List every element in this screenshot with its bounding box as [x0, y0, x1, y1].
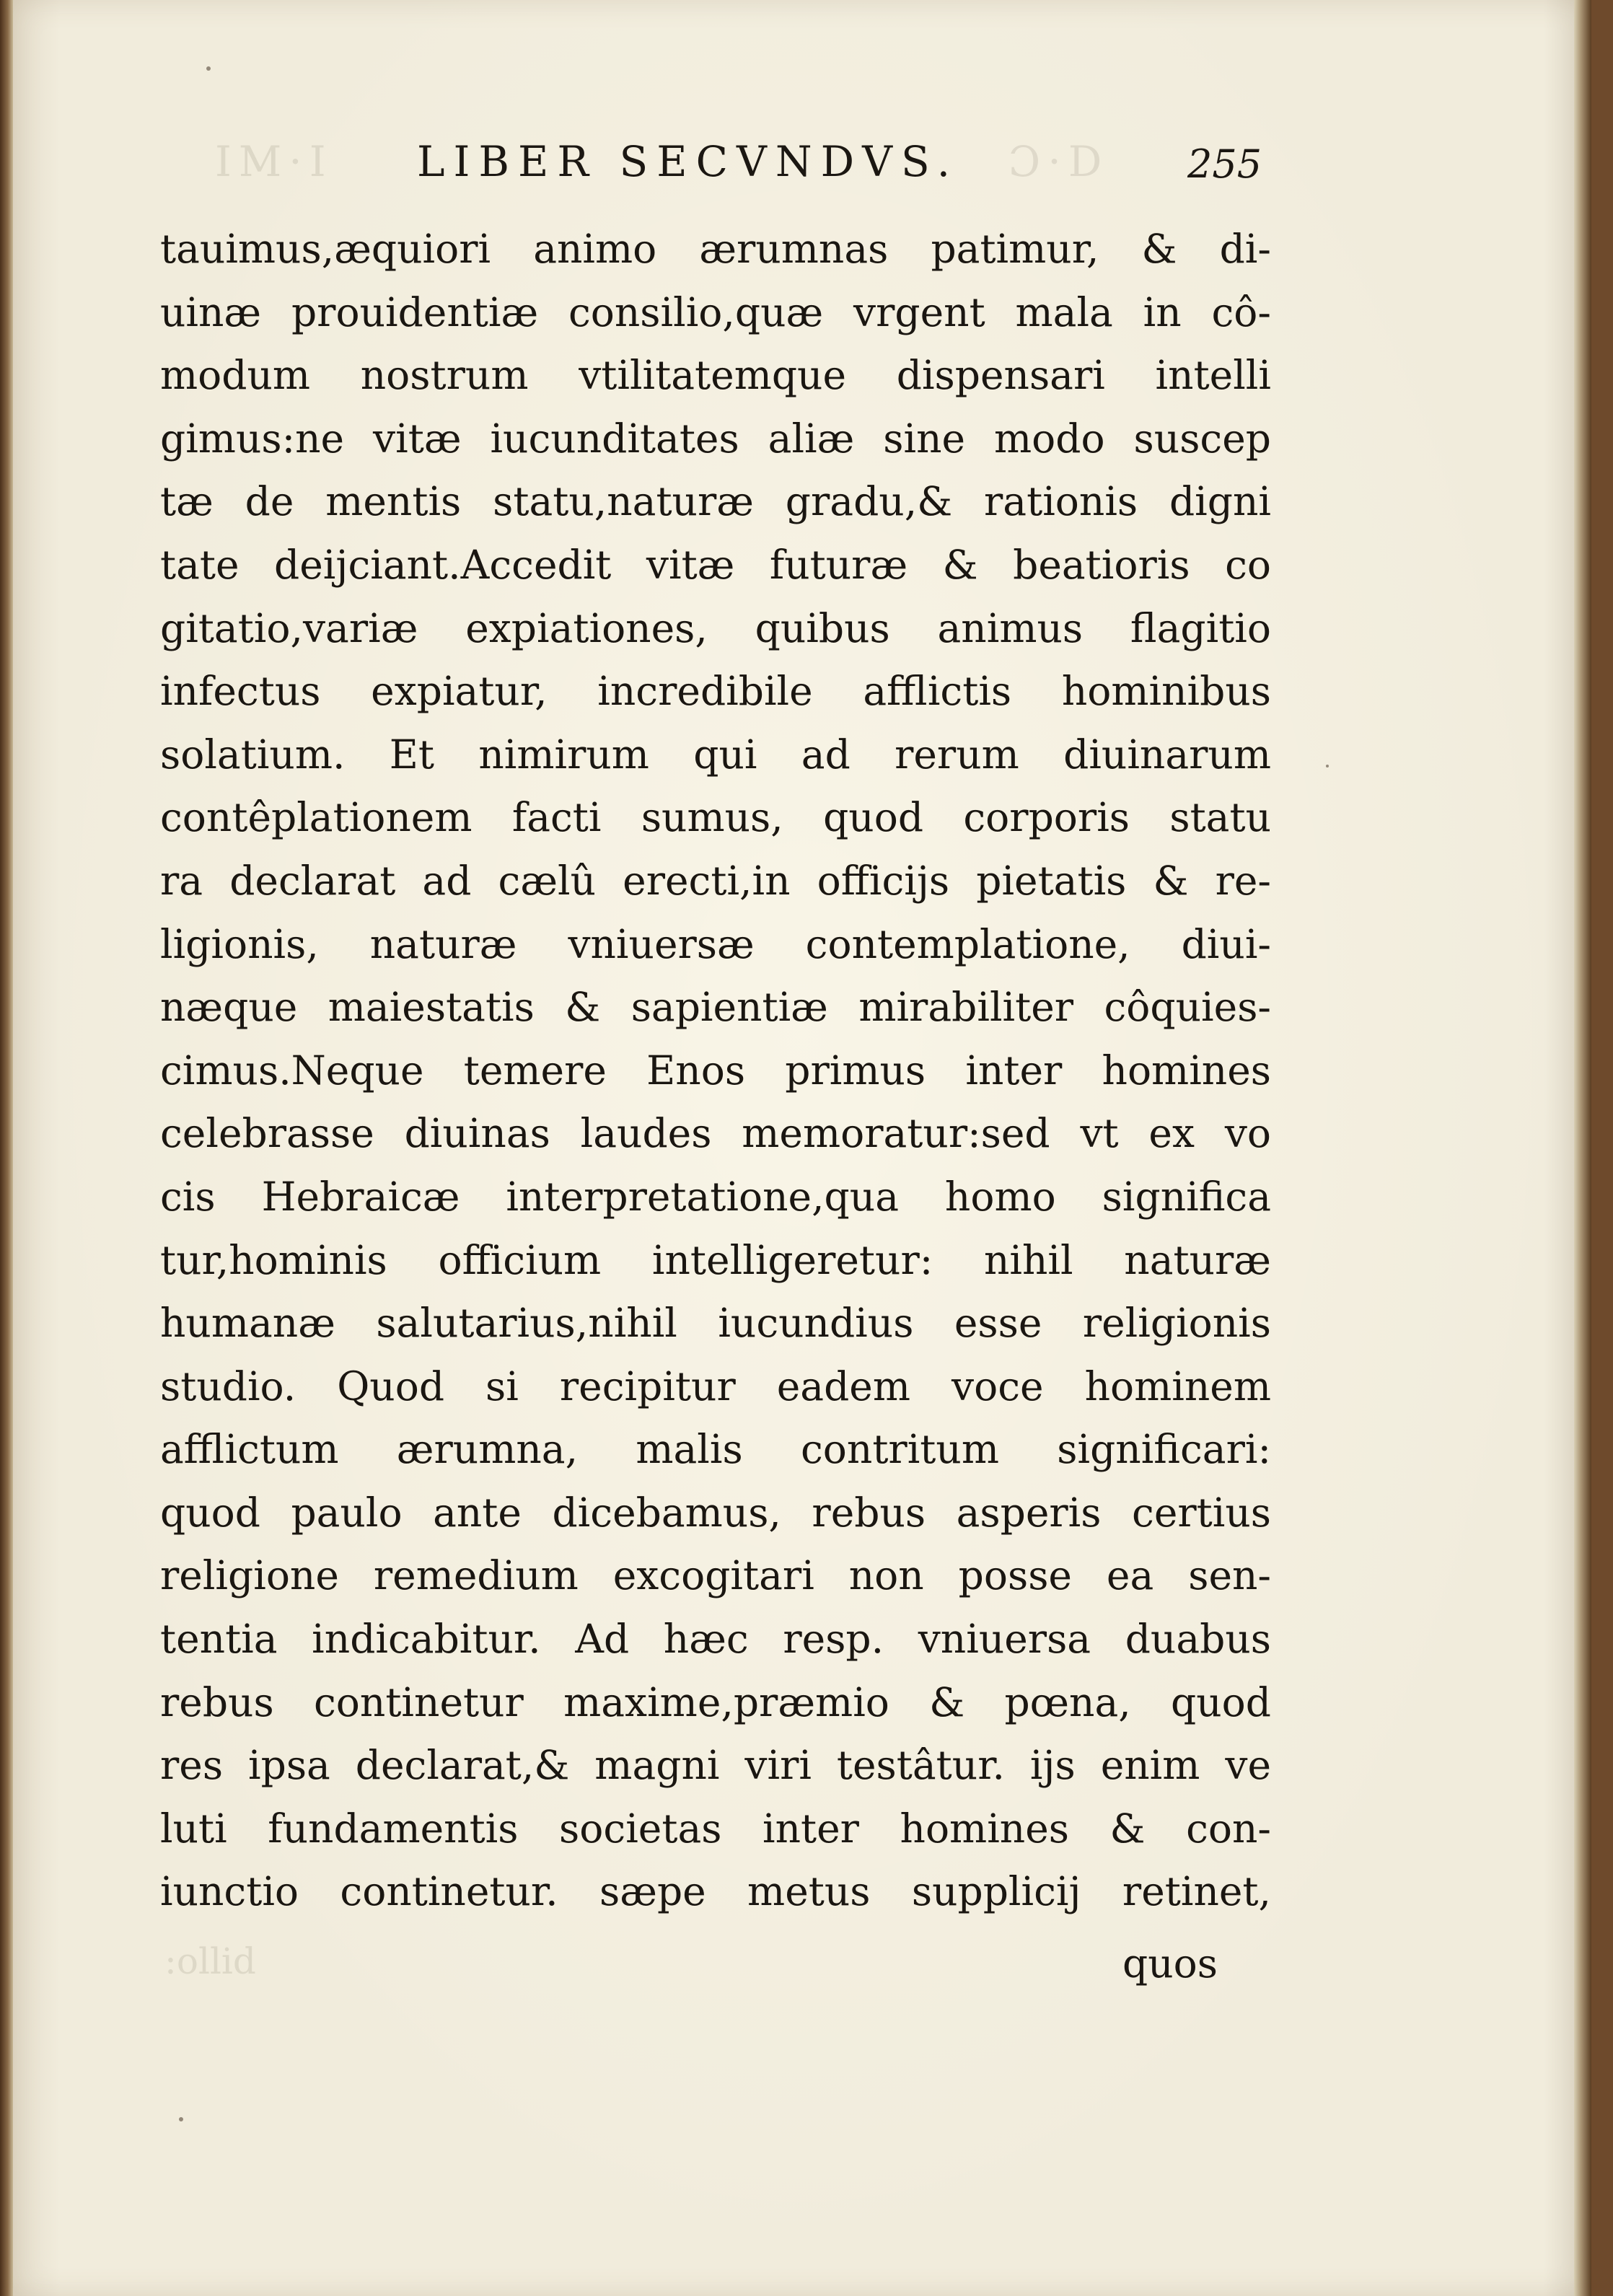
text-line: studio. Quod si recipitur eadem voce hominem [160, 1363, 1271, 1409]
text-line: gitatio,variæ expiationes, quibus animus flagitio [160, 604, 1271, 651]
text-line: solatium. Et nimirum qui ad rerum diuinarum [160, 731, 1271, 778]
running-head: LIBER SECVNDVS. [417, 137, 959, 186]
page-number: 255 [1187, 141, 1262, 187]
text-line: humanæ salutarius,nihil iucundius esse religionis [160, 1300, 1271, 1347]
show-through-text: IM·I [215, 137, 333, 186]
show-through-text: :ollid [164, 1940, 256, 1982]
text-line: cis Hebraicæ interpretatione,qua homo significa [160, 1173, 1271, 1220]
text-line: uinæ prouidentiæ consilio,quæ vrgent mala in cô- [160, 289, 1271, 335]
text-line: cimus.Neque temere Enos primus inter homines [160, 1047, 1271, 1094]
show-through-text: Ɔ·D [1008, 137, 1109, 186]
text-line: rebus continetur maxime,præmio & pœna, quod [160, 1679, 1271, 1725]
text-line: tauimus,æquiori animo ærumnas patimur, & di- [160, 226, 1271, 272]
text-line: ligionis, naturæ vniuersæ contemplatione, diui- [160, 920, 1271, 967]
text-line: luti fundamentis societas inter homines & con- [160, 1805, 1271, 1852]
body-text [160, 218, 1271, 1924]
text-line: modum nostrum vtilitatemque dispensari intelli [160, 352, 1271, 399]
text-line: næque maiestatis & sapientiæ mirabiliter côquies- [160, 984, 1271, 1031]
catchword: quos [1122, 1940, 1218, 1987]
paper-speck [206, 66, 211, 71]
text-line: ra declarat ad cælû erecti,in officijs pietatis & re- [160, 857, 1271, 904]
text-line: infectus expiatur, incredibile afflictis hominibus [160, 668, 1271, 715]
binding-edge [0, 0, 13, 2296]
paper-speck [1326, 765, 1329, 767]
text-line: tentia indicabitur. Ad hæc resp. vniuersa duabus [160, 1616, 1271, 1663]
text-line: celebrasse diuinas laudes memoratur:sed vt ex vo [160, 1110, 1271, 1157]
text-line: tur,hominis officium intelligeretur: nihil naturæ [160, 1236, 1271, 1283]
paper-speck [179, 2117, 183, 2121]
text-line: quod paulo ante dicebamus, rebus asperis certius [160, 1489, 1271, 1536]
text-line: afflictum ærumna, malis contritum significari: [160, 1426, 1271, 1473]
text-line: tæ de mentis statu,naturæ gradu,& rationis digni [160, 478, 1271, 525]
book-page [13, 0, 1591, 2296]
text-line: res ipsa declarat,& magni viri testâtur. ijs enim ve [160, 1742, 1271, 1789]
text-line: tate deijciant.Accedit vitæ futuræ & beatioris co [160, 541, 1271, 588]
text-line: contêplationem facti sumus, quod corporis statu [160, 794, 1271, 841]
text-line: iunctio continetur. sæpe metus supplicij retinet, [160, 1868, 1271, 1915]
text-line: gimus:ne vitæ iucunditates aliæ sine modo suscep [160, 415, 1271, 462]
page-edge [1574, 0, 1591, 2296]
text-line: religione remedium excogitari non posse ea sen- [160, 1552, 1271, 1599]
